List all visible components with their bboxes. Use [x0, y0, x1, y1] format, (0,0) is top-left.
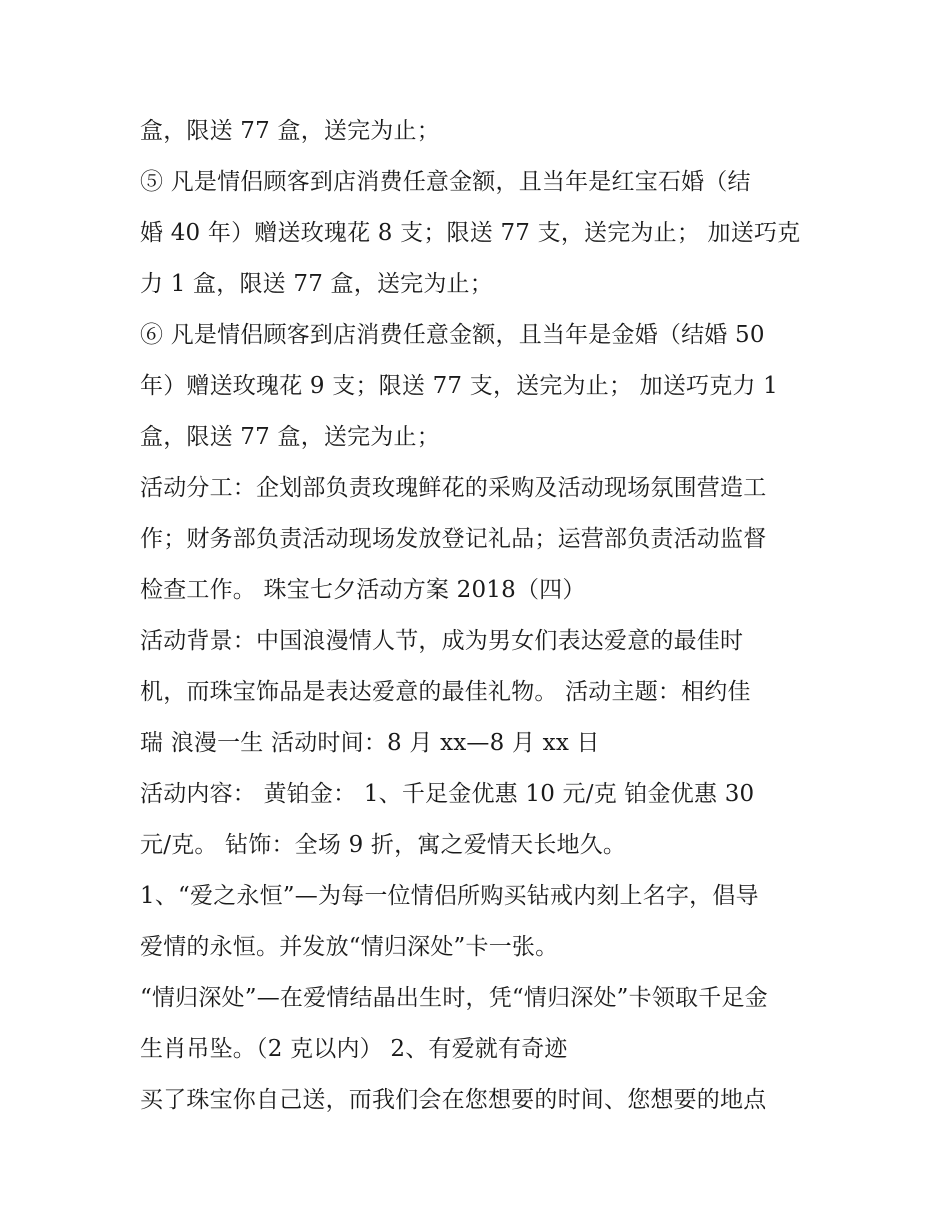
text-line: 活动背景：中国浪漫情人节，成为男女们表达爱意的最佳时 — [140, 628, 744, 654]
text-line: 元/克。 钻饰：全场 9 折，寓之爱情天长地久。 — [140, 832, 627, 858]
document-body — [140, 106, 820, 1126]
text-line: 机，而珠宝饰品是表达爱意的最佳礼物。 活动主题：相约佳 — [140, 679, 751, 705]
text-line: 盒，限送 77 盒，送完为止； — [140, 118, 440, 144]
text-line: “情归深处”—在爱情结晶出生时，凭“情归深处”卡领取千足金 — [140, 985, 768, 1011]
text-line: 力 1 盒，限送 77 盒，送完为止； — [140, 271, 493, 297]
text-line: 活动分工：企划部负责玫瑰鲜花的采购及活动现场氛围营造工 — [140, 475, 767, 501]
text-line: 1、“爱之永恒”—为每一位情侣所购买钻戒内刻上名字，倡导 — [140, 883, 759, 909]
text-line: 婚 40 年）赠送玫瑰花 8 支；限送 77 支，送完为止； 加送巧克 — [140, 220, 801, 246]
text-line: ⑥ 凡是情侣顾客到店消费任意金额，且当年是金婚（结婚 50 — [140, 322, 765, 348]
text-line: 检查工作。 珠宝七夕活动方案 2018（四） — [140, 577, 586, 603]
text-line: 爱情的永恒。并发放“情归深处”卡一张。 — [140, 934, 559, 960]
text-line: 年）赠送玫瑰花 9 支；限送 77 支，送完为止； 加送巧克力 1 — [140, 373, 778, 399]
text-line: ⑤ 凡是情侣顾客到店消费任意金额，且当年是红宝石婚（结 — [140, 169, 751, 195]
text-line: 作；财务部负责活动现场发放登记礼品；运营部负责活动监督 — [140, 526, 767, 552]
text-line: 生肖吊坠。（2 克以内） 2、有爱就有奇迹 — [140, 1036, 568, 1062]
text-line: 盒，限送 77 盒，送完为止； — [140, 424, 440, 450]
text-line: 活动内容： 黄铂金： 1、千足金优惠 10 元/克 铂金优惠 30 — [140, 781, 755, 807]
text-line: 瑞 浪漫一生 活动时间：8 月 xx—8 月 xx 日 — [140, 730, 600, 756]
text-line: 买了珠宝你自己送，而我们会在您想要的时间、您想要的地点 — [140, 1087, 767, 1113]
